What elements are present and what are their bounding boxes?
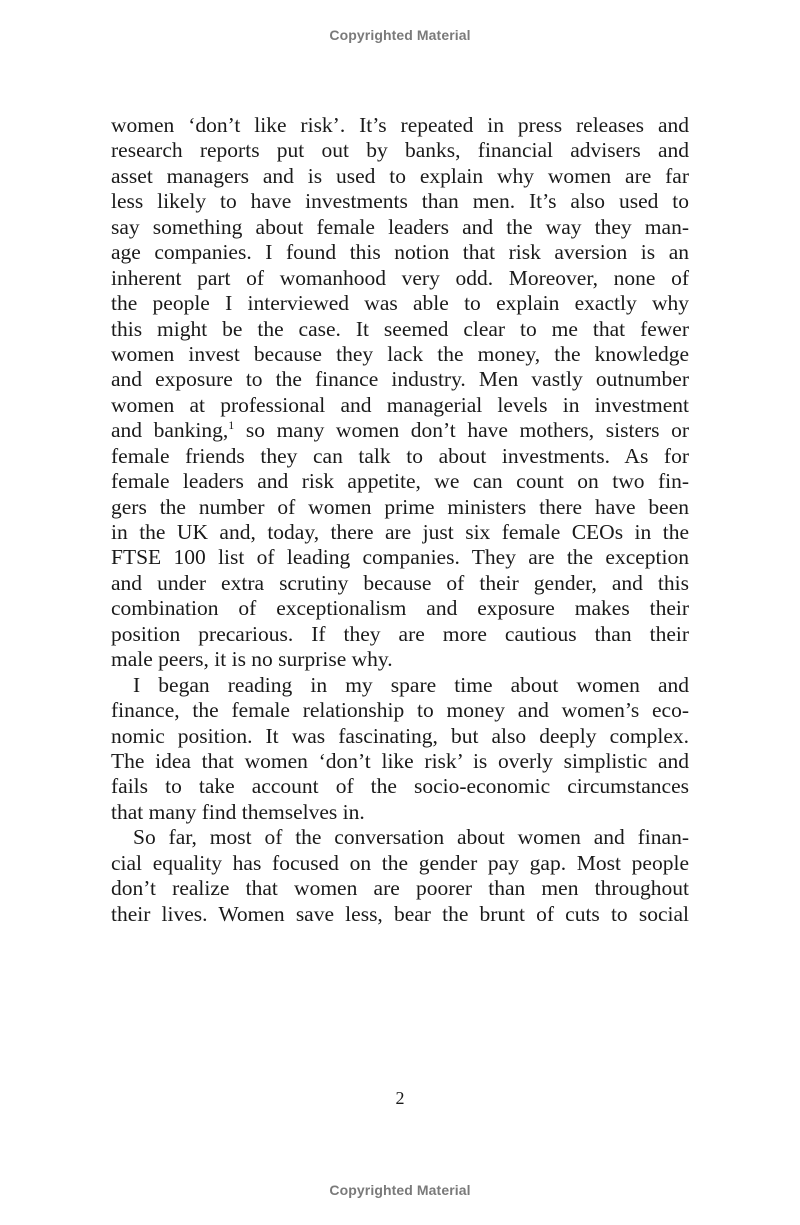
text-line: the people I interviewed was able to explain exactly why: [111, 291, 689, 316]
text-line: in the UK and, today, there are just six female CEOs in the: [111, 520, 689, 544]
text-line: and under extra scrutiny because of their gender, and this: [111, 570, 689, 595]
text-line: that many find themselves in.: [111, 799, 365, 824]
paragraph: [111, 113, 689, 673]
text-line: male peers, it is no surprise why.: [111, 647, 393, 672]
page-number: 2: [395, 1088, 405, 1108]
text-line: and exposure to the finance industry. Men vastly outnumber: [111, 367, 689, 392]
text-line: fails to take account of the socio-economic circumstances: [111, 774, 689, 799]
text-line: female leaders and risk appetite, we can count on two fin-: [111, 469, 689, 494]
text-line: less likely to have investments than men. It’s also used to: [111, 189, 689, 214]
body-text: [111, 113, 689, 927]
text-line-with-footnote: [111, 418, 689, 443]
text-line: their lives. Women save less, bear the brunt of cuts to social: [111, 901, 689, 926]
paragraph: [111, 673, 689, 826]
text-line: women at professional and managerial levels in investment: [111, 392, 689, 417]
text-segment: so many women don’t have mothers, sisters or: [234, 418, 690, 443]
text-line: women invest because they lack the money, the knowledge: [111, 341, 689, 366]
text-line: position precarious. If they are more cautious than their: [111, 621, 689, 646]
text-line: female friends they can talk to about investments. As for: [111, 443, 689, 468]
text-line: I began reading in my spare time about women and: [133, 672, 689, 697]
text-line: cial equality has focused on the gender pay gap. Most people: [111, 850, 689, 875]
text-line: this might be the case. It seemed clear to me that fewer: [111, 316, 689, 341]
text-line: say something about female leaders and the way they man-: [111, 214, 689, 239]
text-line: So far, most of the conversation about women and finan-: [133, 825, 689, 850]
text-line: don’t realize that women are poorer than men throughout: [111, 876, 689, 901]
text-line: asset managers and is used to explain why women are far: [111, 163, 689, 188]
text-line: FTSE 100 list of leading companies. They are the exception: [111, 545, 689, 570]
text-line: The idea that women ‘don’t like risk’ is overly simplistic and: [111, 748, 689, 773]
text-line: age companies. I found this notion that risk aversion is an: [111, 240, 689, 265]
text-line: finance, the female relationship to money and women’s eco-: [111, 698, 689, 723]
text-line: women ‘don’t like risk’. It’s repeated in press releases and: [111, 113, 689, 137]
footnote-marker[interactable]: 1: [228, 418, 235, 433]
text-line: inherent part of womanhood very odd. Moreover, none of: [111, 265, 689, 290]
text-line: gers the number of women prime ministers there have been: [111, 494, 689, 519]
copyright-watermark-top: Copyrighted Material: [329, 27, 471, 43]
paragraph: [111, 825, 689, 927]
text-line: research reports put out by banks, financial advisers and: [111, 138, 689, 163]
text-segment: and banking,: [111, 418, 229, 443]
text-line: combination of exceptionalism and exposure makes their: [111, 596, 689, 621]
copyright-watermark-bottom: Copyrighted Material: [329, 1182, 471, 1198]
text-line: nomic position. It was fascinating, but also deeply complex.: [111, 723, 689, 748]
